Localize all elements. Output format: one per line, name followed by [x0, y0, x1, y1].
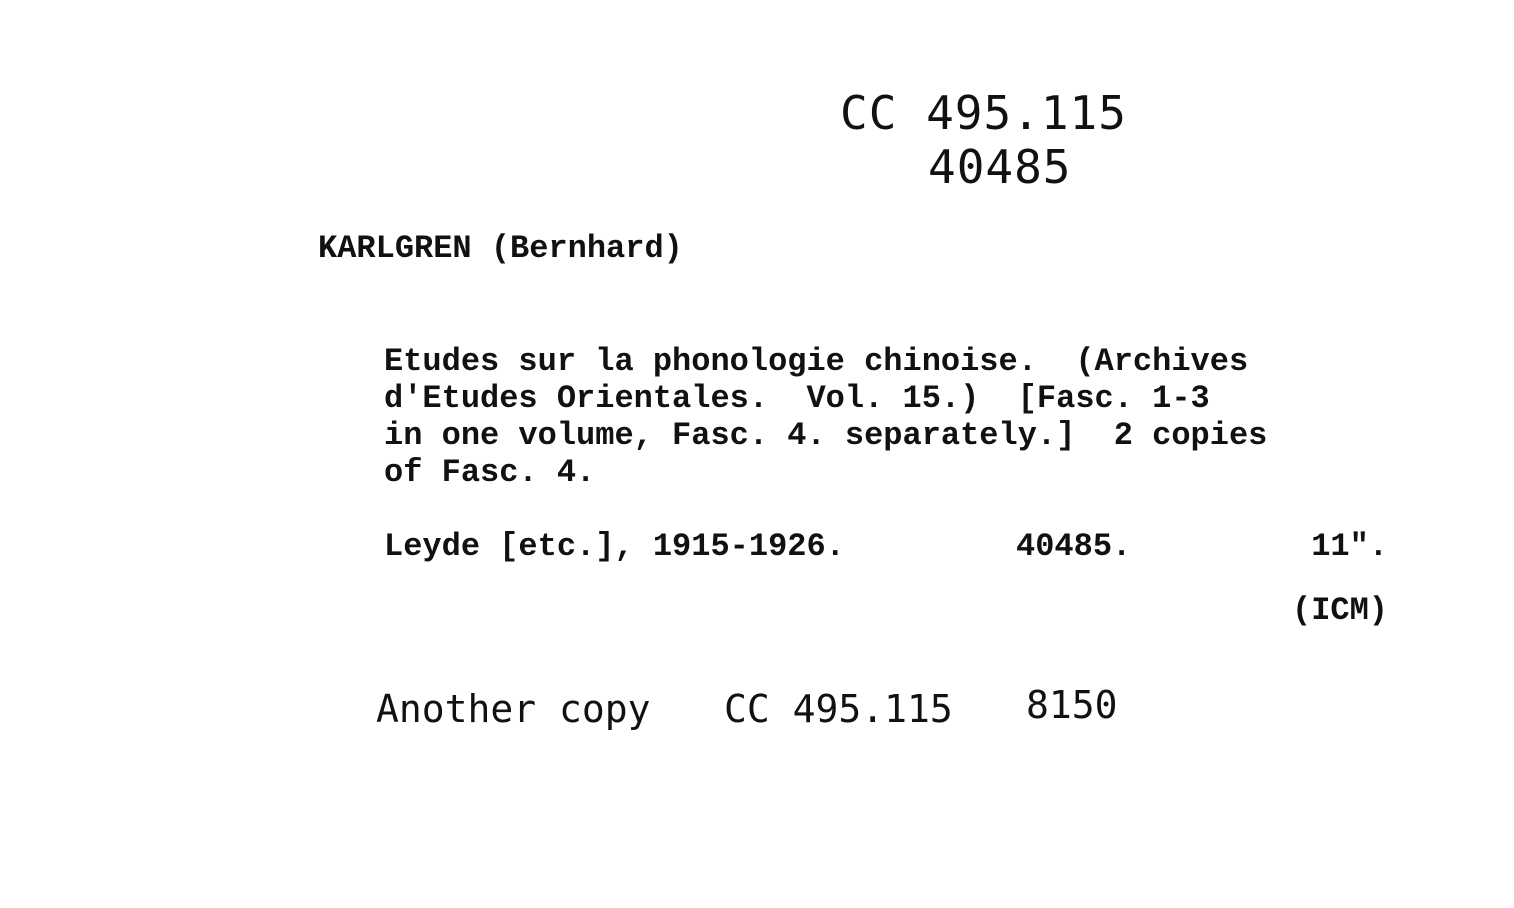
call-number-accession: 40485	[928, 140, 1072, 194]
title-line-1: Etudes sur la phonologie chinoise. (Archives	[384, 343, 1249, 380]
cataloger-note: (ICM)	[1291, 592, 1388, 629]
title-line-2: d'Etudes Orientales. Vol. 15.) [Fasc. 1-3	[384, 380, 1210, 417]
another-copy-label: Another copy	[376, 687, 651, 731]
call-number-classification: CC 495.115	[840, 86, 1127, 140]
another-copy-accession: 8150	[1026, 683, 1118, 727]
another-copy-call-number: CC 495.115	[724, 687, 953, 731]
imprint-size: 11".	[1311, 528, 1388, 565]
title-line-3: in one volume, Fasc. 4. separately.] 2 copies	[384, 417, 1268, 454]
title-line-4: of Fasc. 4.	[384, 454, 596, 491]
author-heading: KARLGREN (Bernhard)	[318, 230, 683, 267]
imprint-accession: 40485.	[1016, 528, 1132, 565]
imprint-place-date: Leyde [etc.], 1915-1926.	[384, 528, 845, 565]
